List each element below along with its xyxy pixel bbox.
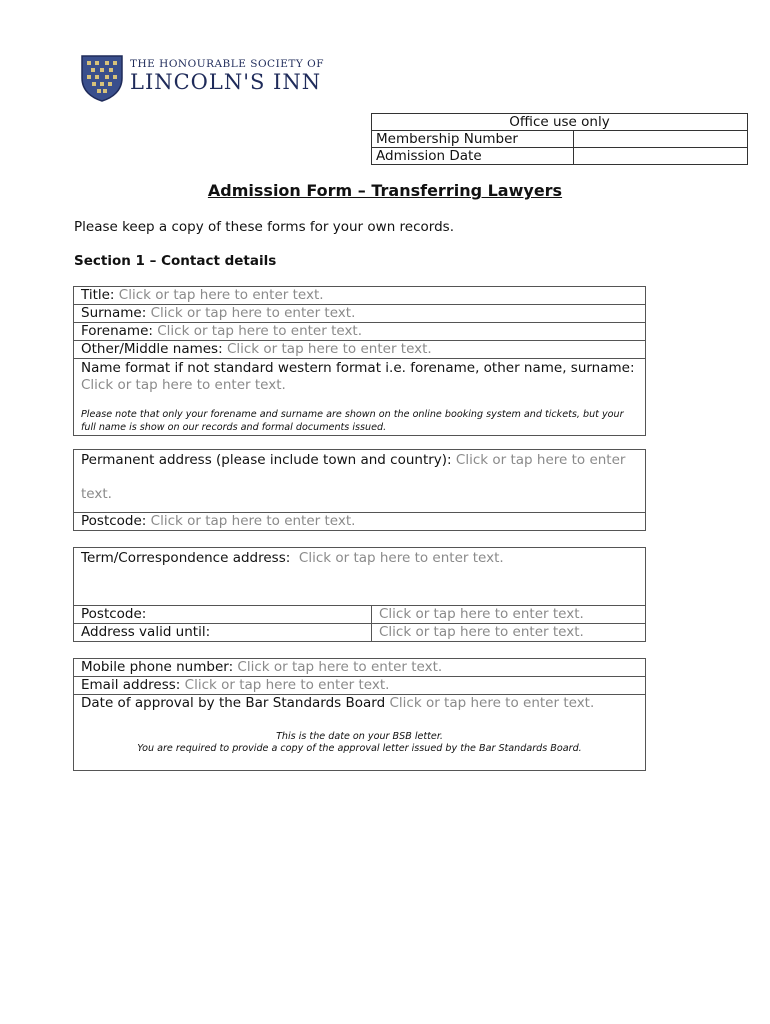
permanent-address-box [73, 449, 646, 531]
title-label: Title: [81, 287, 115, 303]
email-input[interactable]: Click or tap here to enter text. [184, 677, 390, 693]
approval-input[interactable]: Click or tap here to enter text. [389, 695, 595, 711]
name-format-input[interactable]: Click or tap here to enter text. [81, 377, 286, 393]
office-use-table [371, 113, 748, 165]
mobile-row[interactable] [74, 659, 645, 677]
email-row[interactable] [74, 677, 645, 695]
admission-date-field[interactable] [574, 148, 748, 165]
name-note: Please note that only your forename and surname are shown on the online booking system and tickets, but your full name is show on our records and formal documents issued. [81, 409, 624, 433]
approval-note-2: You are required to provide a copy of the approval letter issued by the Bar Standards Board. [137, 743, 582, 754]
address-valid-row [74, 624, 645, 641]
address-valid-input[interactable]: Click or tap here to enter text. [379, 624, 584, 640]
other-names-label: Other/Middle names: [81, 341, 223, 357]
permanent-address-input[interactable]: Click or tap here to enter [455, 452, 626, 468]
email-label: Email address: [81, 677, 181, 693]
surname-row[interactable] [74, 305, 645, 323]
surname-input[interactable]: Click or tap here to enter text. [150, 305, 356, 321]
permanent-address-input-wrap[interactable]: text. [81, 486, 112, 502]
permanent-postcode-row[interactable] [74, 513, 645, 530]
term-postcode-label: Postcode: [74, 606, 372, 623]
permanent-postcode-input[interactable]: Click or tap here to enter text. [150, 513, 356, 529]
name-format-label: Name format if not standard western format i.e. forename, other name, surname: [81, 360, 635, 376]
contact-box [73, 658, 646, 771]
title-input[interactable]: Click or tap here to enter text. [118, 287, 324, 303]
term-address-row[interactable] [74, 548, 645, 606]
other-names-input[interactable]: Click or tap here to enter text. [226, 341, 432, 357]
title-row[interactable] [74, 287, 645, 305]
term-address-box [73, 547, 646, 642]
mobile-input[interactable]: Click or tap here to enter text. [237, 659, 443, 675]
logo-subtitle: THE HONOURABLE SOCIETY OF [130, 58, 325, 70]
crest-shield-icon [80, 54, 124, 102]
forename-input[interactable]: Click or tap here to enter text. [157, 323, 363, 339]
term-postcode-row [74, 606, 645, 624]
admission-date-label: Admission Date [372, 148, 574, 165]
permanent-address-label: Permanent address (please include town and country): [81, 452, 452, 468]
approval-label: Date of approval by the Bar Standards Board [81, 695, 386, 711]
names-box [73, 286, 646, 436]
office-use-header: Office use only [372, 114, 748, 131]
permanent-postcode-label: Postcode: [81, 513, 147, 529]
name-format-row[interactable] [74, 359, 645, 435]
forename-label: Forename: [81, 323, 153, 339]
term-address-input[interactable]: Click or tap here to enter text. [298, 550, 504, 566]
section-heading: Section 1 – Contact details [74, 253, 277, 269]
membership-number-field[interactable] [574, 131, 748, 148]
mobile-label: Mobile phone number: [81, 659, 234, 675]
address-valid-label: Address valid until: [74, 624, 372, 641]
term-address-label: Term/Correspondence address: [81, 550, 291, 566]
form-title: Admission Form – Transferring Lawyers [207, 181, 563, 200]
logo-title: LINCOLN'S INN [130, 70, 322, 94]
other-names-row[interactable] [74, 341, 645, 359]
approval-row[interactable] [74, 695, 645, 770]
forename-row[interactable] [74, 323, 645, 341]
permanent-address-row[interactable] [74, 450, 645, 513]
intro-text: Please keep a copy of these forms for your own records. [74, 219, 454, 235]
approval-note-1: This is the date on your BSB letter. [276, 731, 443, 742]
surname-label: Surname: [81, 305, 147, 321]
term-postcode-input[interactable]: Click or tap here to enter text. [379, 606, 584, 622]
lincolns-inn-logo [80, 52, 330, 104]
membership-number-label: Membership Number [372, 131, 574, 148]
